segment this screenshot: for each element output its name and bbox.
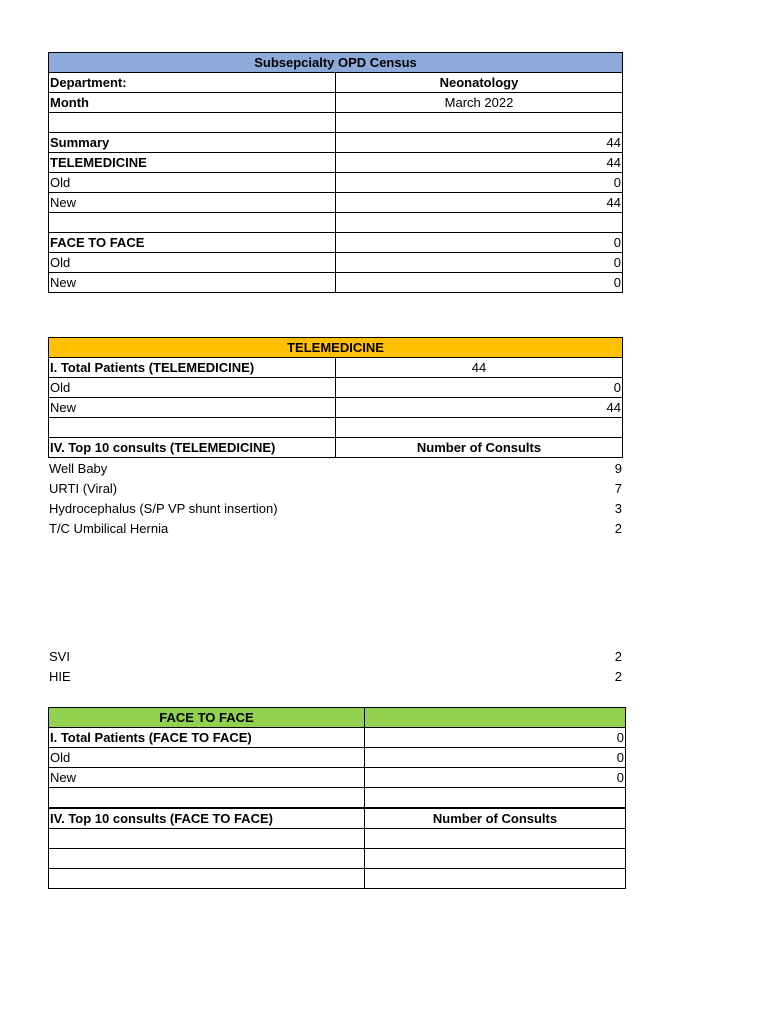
blank-cell [365,869,626,889]
f2f-label: FACE TO FACE [49,233,336,253]
department-value: Neonatology [336,73,623,93]
tele-top10-label: IV. Top 10 consults (TELEMEDICINE) [49,438,336,458]
consult-count: 3 [614,501,622,516]
list-item [48,459,623,479]
blank-cell [365,788,626,808]
f2f-value: 0 [336,233,623,253]
blank-cell [365,829,626,849]
tele-old-label: Old [49,378,336,398]
blank-cell [49,418,336,438]
f2f-total-label: I. Total Patients (FACE TO FACE) [49,728,365,748]
consult-name: SVI [49,649,70,664]
month-value: March 2022 [336,93,623,113]
tele-new-value: 44 [336,398,623,418]
consult-name: URTI (Viral) [49,481,118,496]
consult-count: 7 [614,481,622,496]
census-title: Subsepcialty OPD Census [49,53,623,73]
f2f-old-label: Old [49,748,365,768]
f2f-new-label: New [49,768,365,788]
tele-top10-header: Number of Consults [336,438,623,458]
tele-old-label: Old [49,173,336,193]
month-label: Month [49,93,336,113]
consult-count: 2 [614,649,622,664]
census-table [48,52,623,293]
blank-cell [49,113,336,133]
blank-cell [49,849,365,869]
telemedicine-value: 44 [336,153,623,173]
f2f-total-value: 0 [365,728,626,748]
telemedicine-title: TELEMEDICINE [49,338,623,358]
tele-consult-list [48,459,623,539]
consult-name: Hydrocephalus (S/P VP shunt insertion) [49,501,278,516]
telemedicine-label: TELEMEDICINE [49,153,336,173]
blank-cell [365,708,626,728]
blank-cell [49,788,365,808]
blank-cell [336,418,623,438]
f2f-top10-table [48,808,626,889]
blank-cell [336,213,623,233]
consult-count: 2 [614,521,622,536]
f2f-old-value: 0 [365,748,626,768]
telemedicine-table [48,337,623,458]
f2f-top10-header: Number of Consults [365,809,626,829]
f2f-new-label: New [49,273,336,293]
consult-count: 2 [614,669,622,684]
f2f-top10-label: IV. Top 10 consults (FACE TO FACE) [49,809,365,829]
f2f-old-value: 0 [336,253,623,273]
blank-cell [365,849,626,869]
list-item [48,667,623,687]
tele-consult-list-more [48,647,623,687]
tele-old-value: 0 [336,378,623,398]
tele-new-value: 44 [336,193,623,213]
tele-total-label: I. Total Patients (TELEMEDICINE) [49,358,336,378]
consult-name: HIE [49,669,71,684]
tele-new-label: New [49,193,336,213]
face-to-face-table [48,707,626,808]
f2f-title: FACE TO FACE [49,708,365,728]
tele-new-label: New [49,398,336,418]
consult-name: Well Baby [49,461,108,476]
consult-count: 9 [614,461,622,476]
list-item [48,519,623,539]
summary-label: Summary [49,133,336,153]
list-item [48,647,623,667]
consult-name: T/C Umbilical Hernia [49,521,169,536]
tele-old-value: 0 [336,173,623,193]
list-item [48,499,623,519]
department-label: Department: [49,73,336,93]
blank-cell [336,113,623,133]
summary-value: 44 [336,133,623,153]
f2f-new-value: 0 [336,273,623,293]
f2f-old-label: Old [49,253,336,273]
blank-cell [49,869,365,889]
blank-cell [49,829,365,849]
list-item [48,479,623,499]
f2f-new-value: 0 [365,768,626,788]
tele-total-value: 44 [336,358,623,378]
blank-cell [49,213,336,233]
